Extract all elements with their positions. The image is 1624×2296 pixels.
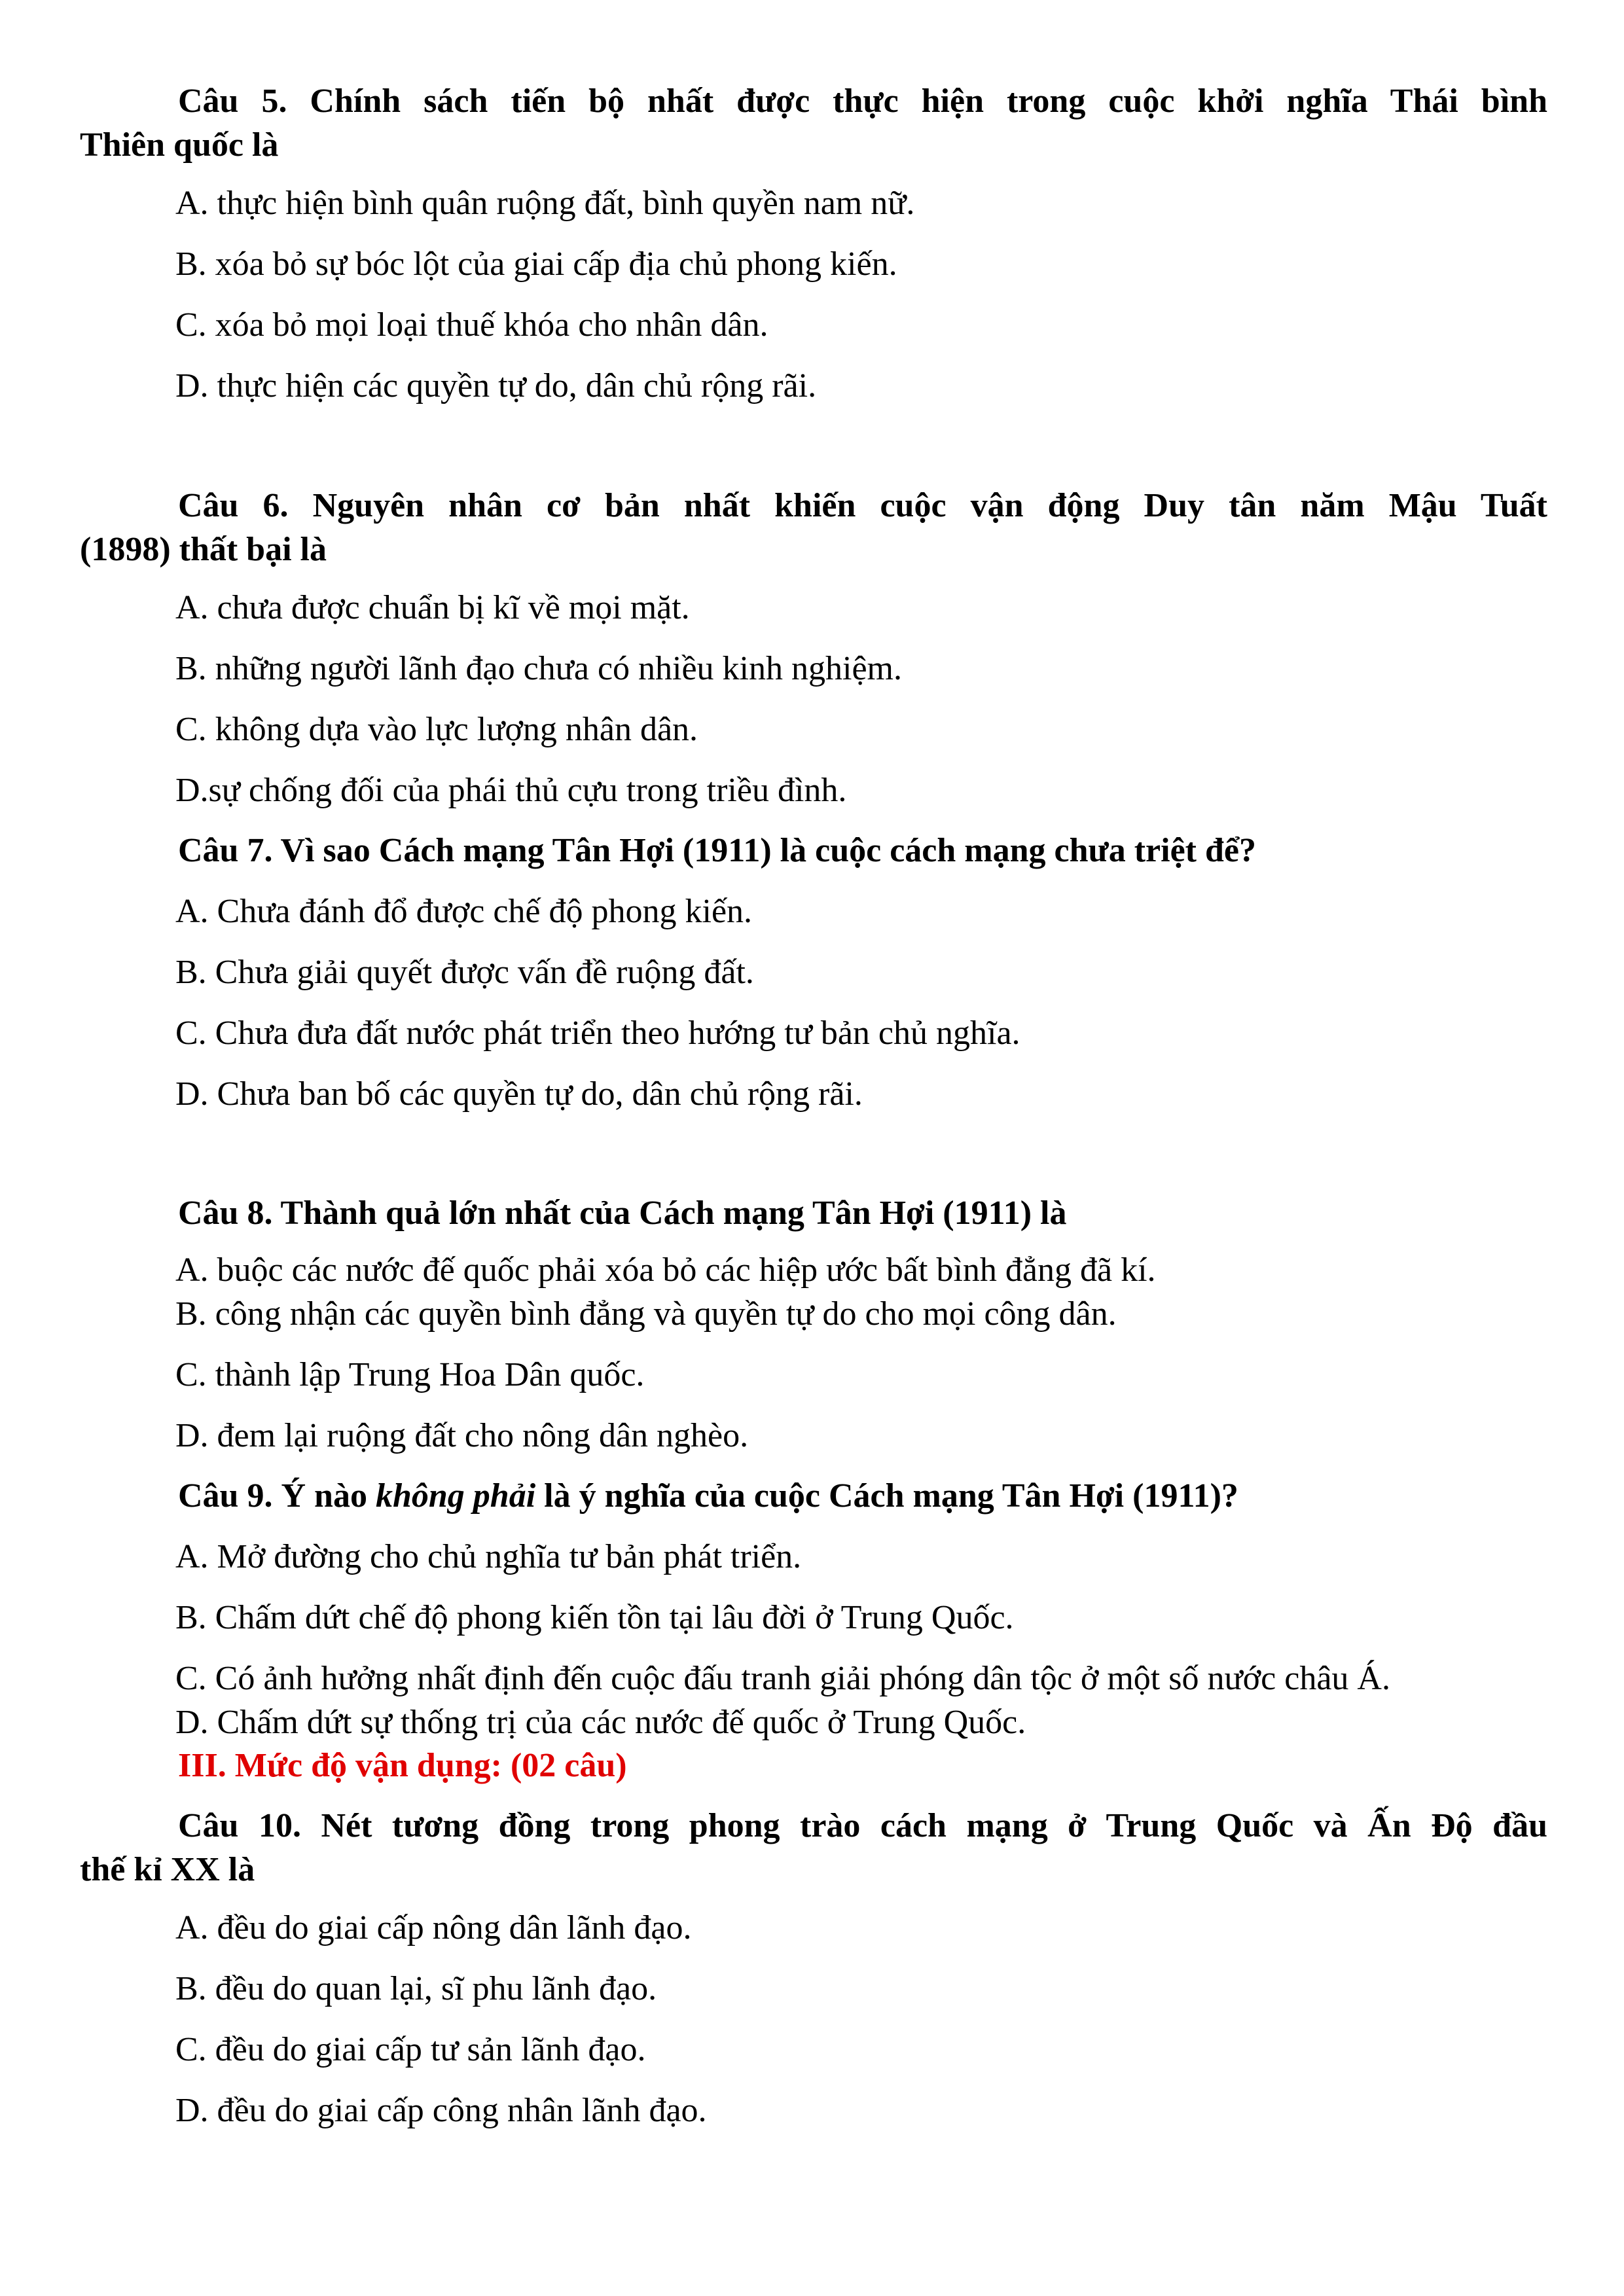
q10-option-c: C. đều do giai cấp tư sản lãnh đạo.: [175, 2031, 646, 2068]
section-3-heading: III. Mức độ vận dụng: (02 câu): [178, 1747, 627, 1784]
q10-option-a: A. đều do giai cấp nông dân lãnh đạo.: [175, 1909, 692, 1946]
q5-stem-line1: Câu 5. Chính sách tiến bộ nhất được thực hiện trong cuộc khởi nghĩa Thái bình: [178, 82, 1547, 120]
q9-option-b: B. Chấm dứt chế độ phong kiến tồn tại lâu đời ở Trung Quốc.: [175, 1599, 1014, 1636]
q7-option-b: B. Chưa giải quyết được vấn đề ruộng đất.: [175, 954, 754, 991]
q6-option-d: D.sự chống đối của phái thủ cựu trong triều đình.: [175, 772, 847, 809]
q8-option-b: B. công nhận các quyền bình đẳng và quyền tự do cho mọi công dân.: [175, 1295, 1117, 1333]
q8-stem: Câu 8. Thành quả lớn nhất của Cách mạng Tân Hợi (1911) là: [178, 1194, 1067, 1232]
q5-option-c: C. xóa bỏ mọi loại thuế khóa cho nhân dân.: [175, 306, 768, 344]
q6-stem-line1: Câu 6. Nguyên nhân cơ bản nhất khiến cuộc vận động Duy tân năm Mậu Tuất: [178, 487, 1547, 524]
q7-option-c: C. Chưa đưa đất nước phát triển theo hướng tư bản chủ nghĩa.: [175, 1014, 1020, 1052]
q8-option-c: C. thành lập Trung Hoa Dân quốc.: [175, 1356, 645, 1393]
q7-option-a: A. Chưa đánh đổ được chế độ phong kiến.: [175, 893, 753, 930]
q9-option-a: A. Mở đường cho chủ nghĩa tư bản phát triển.: [175, 1538, 802, 1575]
q6-option-c: C. không dựa vào lực lượng nhân dân.: [175, 711, 698, 748]
q6-option-b: B. những người lãnh đạo chưa có nhiều kinh nghiệm.: [175, 650, 902, 687]
q10-option-b: B. đều do quan lại, sĩ phu lãnh đạo.: [175, 1970, 657, 2007]
q5-stem-line2: Thiên quốc là: [80, 126, 279, 164]
q6-option-a: A. chưa được chuẩn bị kĩ về mọi mặt.: [175, 589, 690, 626]
q10-option-d: D. đều do giai cấp công nhân lãnh đạo.: [175, 2092, 707, 2129]
q8-option-d: D. đem lại ruộng đất cho nông dân nghèo.: [175, 1417, 749, 1454]
q9-stem: [178, 1477, 1547, 1516]
q9-option-d: D. Chấm dứt sự thống trị của các nước đế quốc ở Trung Quốc.: [175, 1704, 1026, 1741]
q9-stem-suffix: là ý nghĩa của cuộc Cách mạng Tân Hợi (1911)?: [535, 1477, 1238, 1515]
q5-option-d: D. thực hiện các quyền tự do, dân chủ rộng rãi.: [175, 367, 817, 404]
q7-option-d: D. Chưa ban bố các quyền tự do, dân chủ rộng rãi.: [175, 1075, 863, 1113]
q8-option-a: A. buộc các nước đế quốc phải xóa bỏ các hiệp ước bất bình đẳng đã kí.: [175, 1251, 1156, 1289]
q9-stem-prefix: Câu 9. Ý nào: [178, 1477, 376, 1515]
q7-stem: Câu 7. Vì sao Cách mạng Tân Hợi (1911) là cuộc cách mạng chưa triệt để?: [178, 832, 1256, 869]
q10-stem-line2: thế kỉ XX là: [80, 1851, 255, 1888]
q10-stem-line1: Câu 10. Nét tương đồng trong phong trào cách mạng ở Trung Quốc và Ấn Độ đầu: [178, 1807, 1547, 1844]
q6-stem-line2: (1898) thất bại là: [80, 531, 327, 568]
q9-stem-emphasis: không phải: [375, 1477, 536, 1515]
q5-option-b: B. xóa bỏ sự bóc lột của giai cấp địa chủ phong kiến.: [175, 245, 897, 283]
q9-option-c: C. Có ảnh hưởng nhất định đến cuộc đấu tranh giải phóng dân tộc ở một số nước châu Á.: [175, 1660, 1390, 1697]
q5-option-a: A. thực hiện bình quân ruộng đất, bình quyền nam nữ.: [175, 185, 915, 222]
